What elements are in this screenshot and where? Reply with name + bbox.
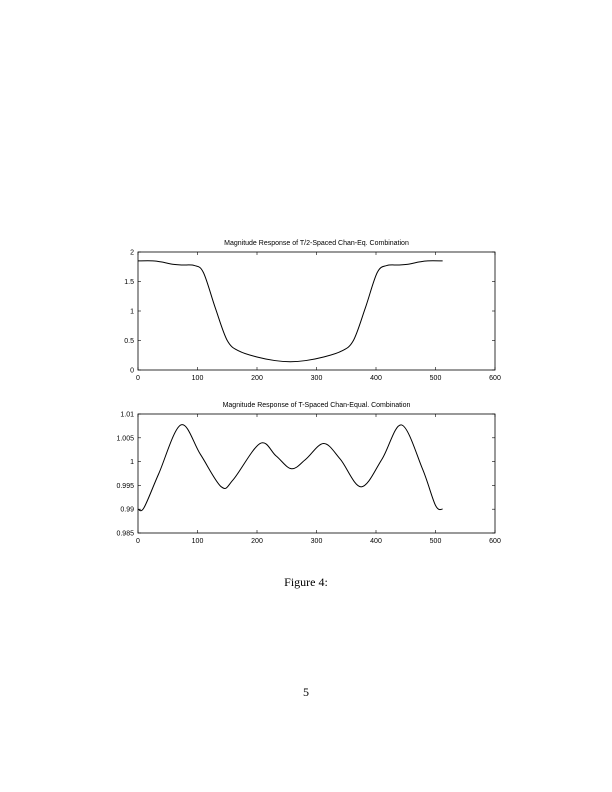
x-tick-label: 0 bbox=[136, 375, 140, 382]
top-plot bbox=[124, 240, 501, 382]
x-tick-label: 300 bbox=[310, 538, 323, 545]
x-tick-label: 600 bbox=[489, 375, 501, 382]
y-tick-label: 0.5 bbox=[124, 338, 134, 345]
chart-title: Magnitude Response of T/2-Spaced Chan-Eq. Combination bbox=[224, 240, 409, 247]
x-tick-label: 500 bbox=[429, 538, 442, 545]
x-tick-label: 300 bbox=[310, 375, 323, 382]
x-tick-label: 400 bbox=[370, 375, 382, 382]
chart-title: Magnitude Response of T-Spaced Chan-Equal. Combination bbox=[222, 402, 411, 409]
series-line-1 bbox=[138, 425, 443, 511]
y-tick-label: 0 bbox=[130, 367, 134, 375]
y-tick-label: 2 bbox=[130, 249, 134, 257]
y-tick-label: 1 bbox=[130, 308, 134, 316]
x-tick-label: 500 bbox=[429, 375, 442, 382]
x-tick-label: 200 bbox=[251, 375, 263, 382]
x-tick-label: 100 bbox=[191, 538, 204, 545]
x-tick-label: 400 bbox=[370, 538, 382, 545]
x-tick-label: 600 bbox=[489, 538, 501, 545]
series-line-1 bbox=[138, 261, 443, 362]
y-tick-label: 1.005 bbox=[116, 435, 134, 443]
plot-frame bbox=[138, 414, 495, 533]
y-tick-label: 1.5 bbox=[124, 279, 134, 286]
page-number: 5 bbox=[303, 685, 309, 699]
y-tick-label: 1.01 bbox=[120, 411, 134, 419]
bottom-plot bbox=[116, 402, 500, 545]
y-tick-label: 0.99 bbox=[120, 506, 134, 514]
x-tick-label: 0 bbox=[136, 538, 140, 545]
figure-caption: Figure 4: bbox=[284, 575, 328, 589]
x-tick-label: 200 bbox=[251, 538, 263, 545]
y-tick-label: 0.995 bbox=[116, 482, 134, 490]
plot-frame bbox=[138, 252, 495, 370]
x-tick-label: 100 bbox=[191, 375, 204, 382]
y-tick-label: 0.985 bbox=[116, 530, 134, 538]
y-tick-label: 1 bbox=[130, 459, 134, 467]
